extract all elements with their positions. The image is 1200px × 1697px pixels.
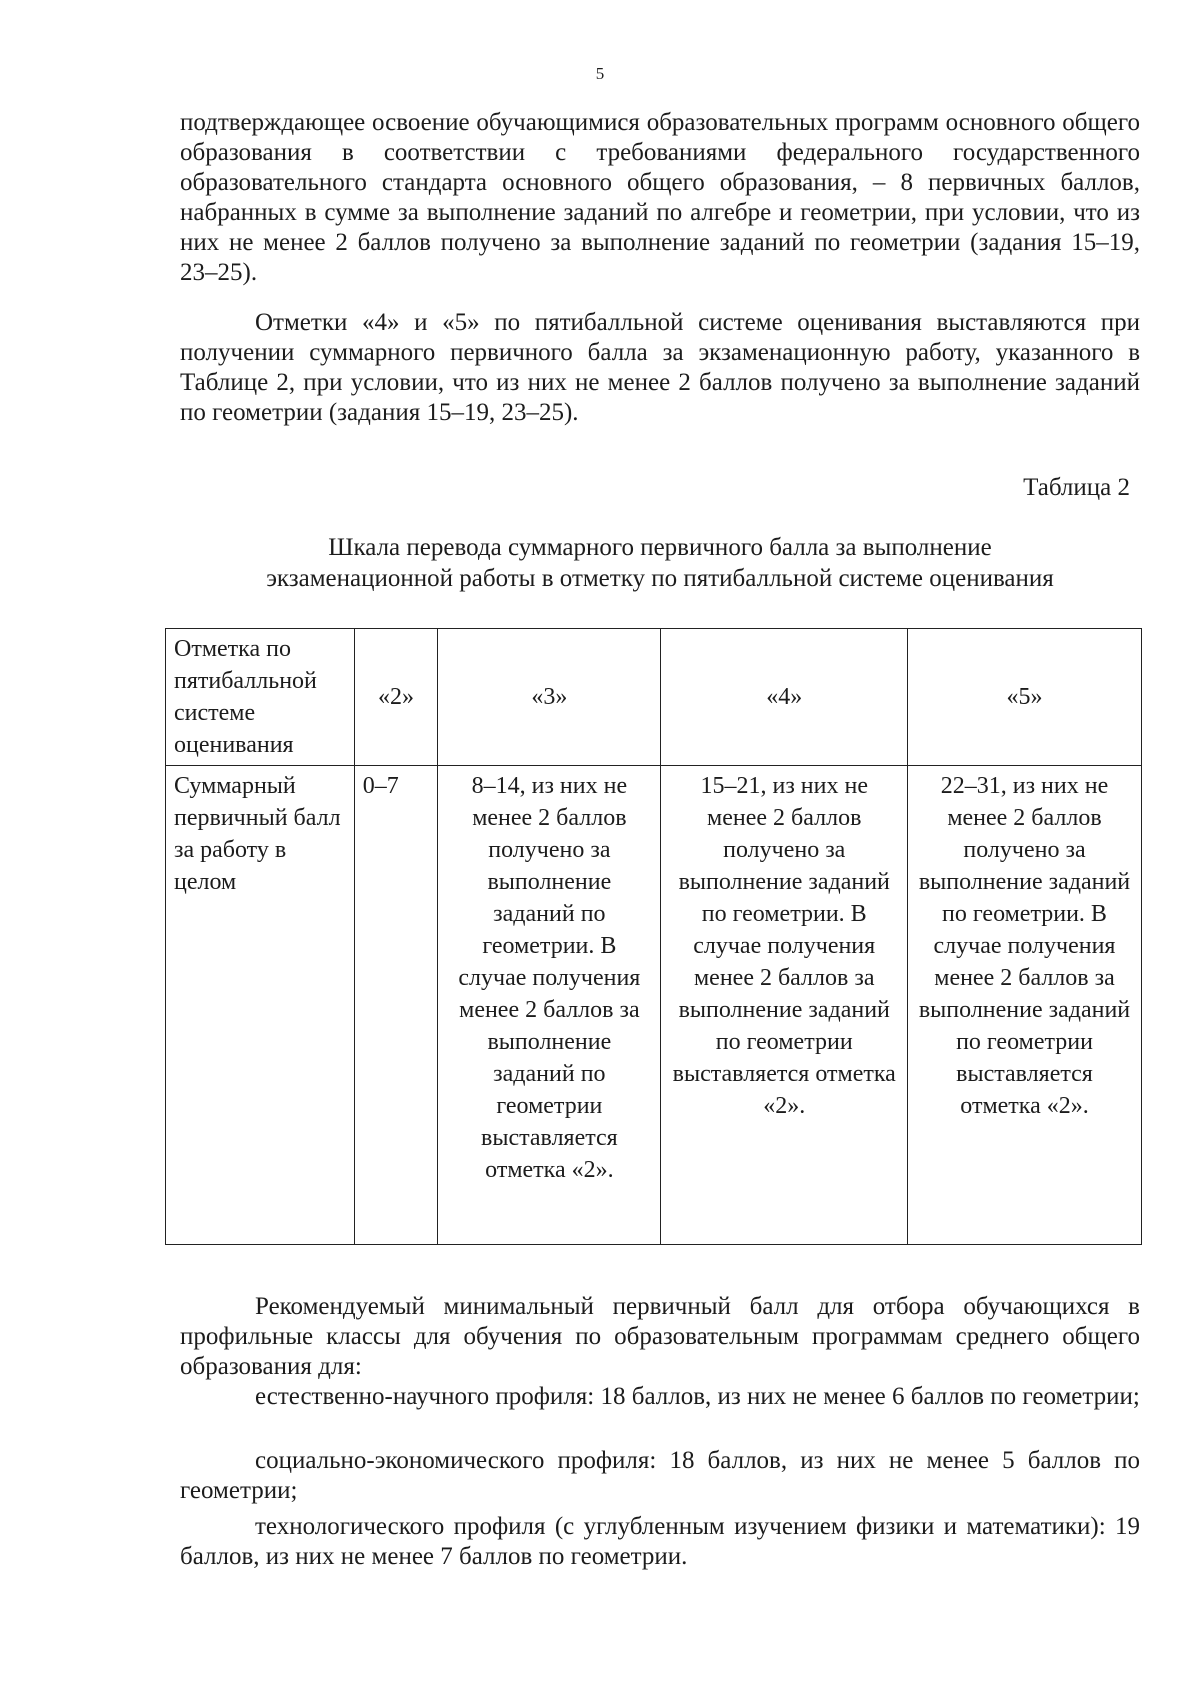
table-caption-line-2: экзаменационной работы в отметку по пятибалльной системе оценивания [266, 565, 1054, 592]
cell-grade-4-range: 15–21, из них не менее 2 баллов получено за выполнение заданий по геометрии. В случае получения менее 2 баллов за выполнение заданий по геометрии выставляется отметка «2». [661, 766, 908, 1245]
table-header-row [166, 629, 1142, 766]
grading-scale-table [165, 628, 1142, 1245]
profile-item-technological: технологического профиля (с углубленным изучением физики и математики): 19 баллов, из них не менее 7 баллов по геометрии. [180, 1513, 1140, 1570]
profile-item-natural-science: естественно-научного профиля: 18 баллов, из них не менее 6 баллов по геометрии; [255, 1383, 1140, 1410]
header-grade-5: «5» [908, 629, 1142, 766]
header-grade-2: «2» [354, 629, 438, 766]
table-body-row [166, 766, 1142, 1245]
table-caption-line-1: Шкала перевода суммарного первичного балла за выполнение [328, 534, 992, 561]
profile-item-socio-economic: социально-экономического профиля: 18 баллов, из них не менее 5 баллов по геометрии; [180, 1447, 1140, 1504]
table-caption [180, 532, 1140, 594]
header-grade-3: «3» [438, 629, 661, 766]
body-row-label: Суммарный первичный балл за работу в целом [166, 766, 355, 1245]
table-label: Таблица 2 [1023, 474, 1130, 501]
page-number: 5 [595, 64, 605, 83]
header-row-label: Отметка по пятибалльной системе оценивания [166, 629, 355, 766]
paragraph-assessment-threshold: подтверждающее освоение обучающимися образовательных программ основного общего образования в соответствии с требованиями федерального государственного образовательного стандарта основного общего образования, – 8 первичных баллов, набранных в сумме за выполнение заданий по алгебре и геометрии, при условии, что из них не менее 2 баллов получено за выполнение заданий по геометрии (задания 15–19, 23–25). [180, 109, 1140, 286]
header-grade-4: «4» [661, 629, 908, 766]
paragraph-grades-4-5: Отметки «4» и «5» по пятибалльной системе оценивания выставляются при получении суммарного первичного балла за экзаменационную работу, указанного в Таблице 2, при условии, что из них не менее 2 баллов получено за выполнение заданий по геометрии (задания 15–19, 23–25). [180, 309, 1140, 426]
cell-grade-3-range: 8–14, из них не менее 2 баллов получено за выполнение заданий по геометрии. В случае получения менее 2 баллов за выполнение заданий по геометрии выставляется отметка «2». [438, 766, 661, 1245]
cell-grade-5-range: 22–31, из них не менее 2 баллов получено за выполнение заданий по геометрии. В случае получения менее 2 баллов за выполнение заданий по геометрии выставляется отметка «2». [908, 766, 1142, 1245]
cell-grade-2-range: 0–7 [354, 766, 438, 1245]
paragraph-recommended-minimum: Рекомендуемый минимальный первичный балл для отбора обучающихся в профильные классы для обучения по образовательным программам среднего общего образования для: [180, 1293, 1140, 1380]
